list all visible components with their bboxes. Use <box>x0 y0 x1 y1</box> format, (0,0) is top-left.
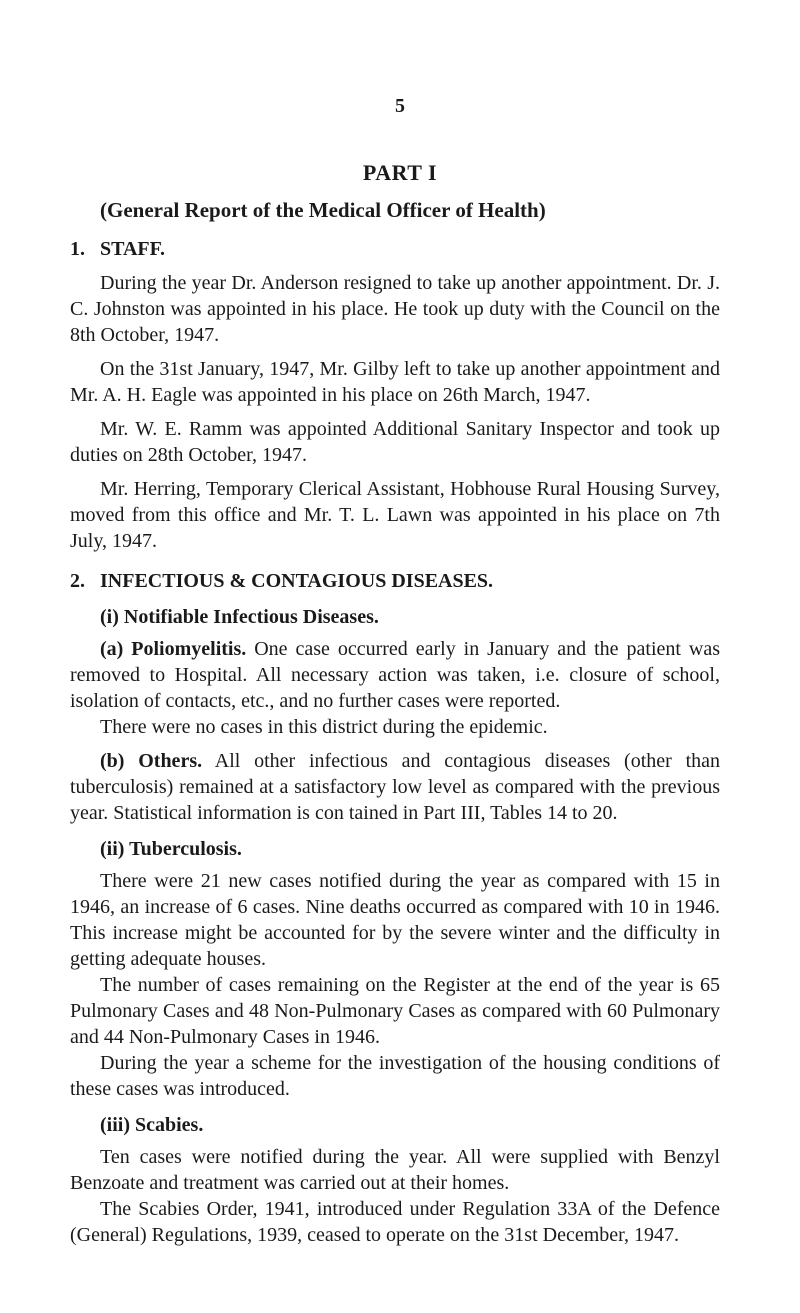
section-title: STAFF. <box>100 238 166 260</box>
staff-paragraph: Mr. Herring, Temporary Clerical Assistant, Hobhouse Rural Housing Survey, moved from this office and Mr. T. L. Lawn was appointed in his place on 7th July, 1947. <box>70 478 720 552</box>
page-number: 5 <box>395 95 405 117</box>
tuberculosis-paragraph: There were 21 new cases notified during the year as compared with 15 in 1946, an increase of 6 cases. Nine deaths occurred as compared with 10 in 1946. This increase might be accounted for by the severe winter and the difficulty in getting adequate houses. <box>70 870 720 970</box>
tuberculosis-paragraph: During the year a scheme for the investigation of the housing conditions of these cases was introduced. <box>70 1052 720 1100</box>
others-text: All other infectious and contagious diseases (other than tuberculosis) remained at a satisfactory low level as compared with the previous year. Statistical information is con tained in Part III, Tables 14 to 20. <box>70 750 720 824</box>
part-title: PART I <box>362 160 438 185</box>
part-subtitle: (General Report of the Medical Officer of Health) <box>100 198 546 222</box>
staff-paragraph: Mr. W. E. Ramm was appointed Additional Sanitary Inspector and took up duties on 28th October, 1947. <box>70 418 720 466</box>
section-heading-staff <box>70 236 720 262</box>
staff-paragraph: During the year Dr. Anderson resigned to take up another appointment. Dr. J. C. Johnston was appointed in his place. He took up duty with the Council on the 8th October, 1947. <box>70 272 720 346</box>
poliomyelitis-lead: (a) Poliomyelitis. <box>100 638 247 660</box>
scabies-paragraph: The Scabies Order, 1941, introduced under Regulation 33A of the Defence (General) Regulations, 1939, ceased to operate on the 31st December, 1947. <box>70 1198 720 1246</box>
section-heading-infectious <box>70 568 720 594</box>
subheading-scabies: (iii) Scabies. <box>100 1114 204 1136</box>
subheading-tuberculosis: (ii) Tuberculosis. <box>100 838 242 860</box>
tuberculosis-paragraph: The number of cases remaining on the Register at the end of the year is 65 Pulmonary Cases and 48 Non-Pulmonary Cases as compared with 60 Pulmonary and 44 Non-Pulmonary Cases in 1946. <box>70 974 720 1048</box>
poliomyelitis-continued: There were no cases in this district during the epidemic. <box>100 716 548 738</box>
others-paragraph <box>70 748 720 826</box>
scabies-paragraph: Ten cases were notified during the year. All were supplied with Benzyl Benzoate and treatment was carried out at their homes. <box>70 1146 720 1194</box>
others-lead: (b) Others. <box>100 750 203 772</box>
report-body <box>70 236 720 1256</box>
subheading-notifiable: (i) Notifiable Infectious Diseases. <box>100 606 379 628</box>
poliomyelitis-paragraph <box>70 636 720 714</box>
staff-paragraph: On the 31st January, 1947, Mr. Gilby left to take up another appointment and Mr. A. H. Eagle was appointed in his place on 26th March, 1947. <box>70 358 720 406</box>
section-number: 1. <box>70 238 85 260</box>
section-title: INFECTIOUS & CONTAGIOUS DISEASES. <box>100 570 494 592</box>
poliomyelitis-text: One case occurred early in January and the patient was removed to Hospital. All necessary action was taken, i.e. closure of school, isolation of contacts, etc., and no further cases were reported. <box>70 638 720 712</box>
section-number: 2. <box>70 570 85 592</box>
